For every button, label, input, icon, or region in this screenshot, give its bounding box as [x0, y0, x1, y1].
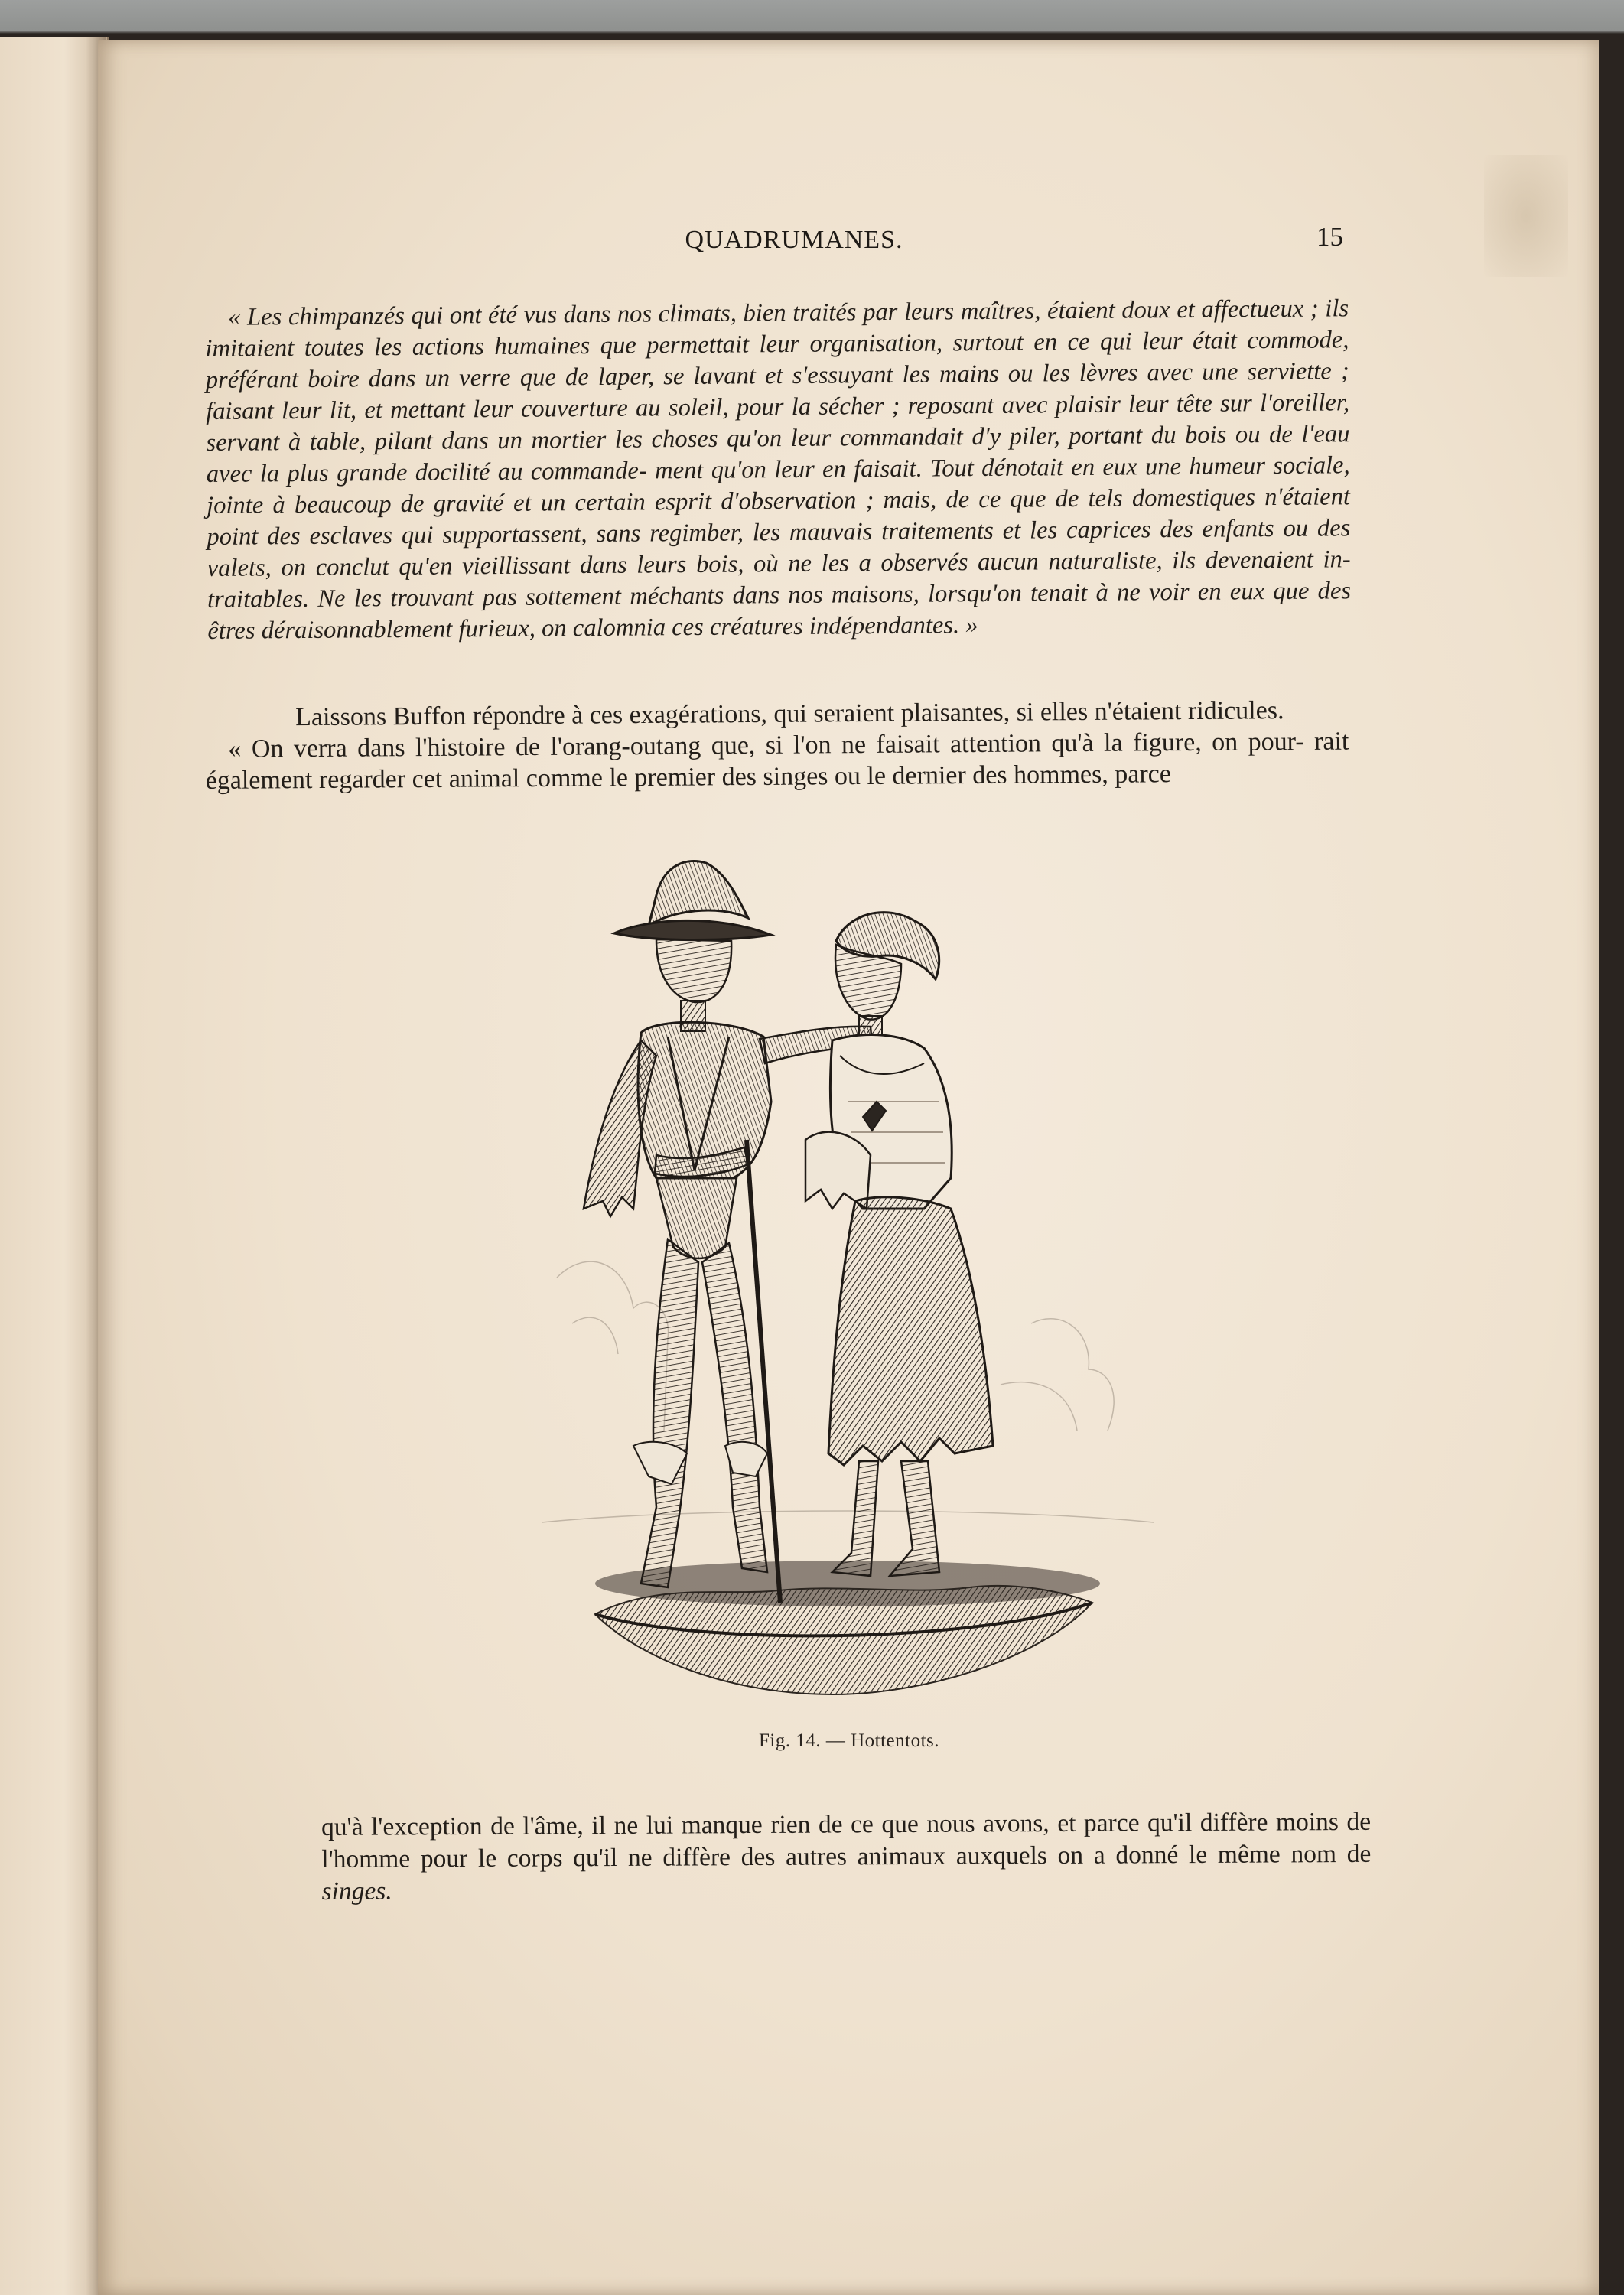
figure-caption: Fig. 14. — Hottentots.	[758, 1730, 939, 1751]
body-continuation: qu'à l'exception de l'âme, il ne lui manque rien de ce que nous avons, et parce qu'il diffère moins de l'homme pour le corps qu'il ne diffère des autres animaux auxquels on a donné le même nom de singes.	[321, 1807, 1372, 1906]
woman-figure	[805, 913, 993, 1576]
body-intro-line: Laissons Buffon répondre à ces exagérations, qui seraient plaisantes, si elles n'étaient ridicules.	[295, 696, 1284, 732]
quoted-passage	[205, 293, 1351, 647]
body-paragraph-1	[205, 695, 1349, 796]
body-quote-start: « On verra dans l'histoire de l'orang-outang que, si l'on ne faisait attention qu'à la figure, on pour- rait également regarder cet animal comme le premier des singes ou le dernier des hommes, parce	[205, 727, 1349, 795]
paper-stain	[1484, 155, 1568, 277]
body-paragraph-2	[321, 1806, 1372, 1908]
hottentots-engraving	[542, 849, 1154, 1714]
running-head: QUADRUMANES.	[685, 226, 903, 254]
man-figure	[584, 861, 872, 1603]
page-number: 15	[1316, 222, 1343, 252]
quote-line: « Les chimpanzés qui ont été vus dans nos climats, bien traités par leurs maîtres, étaient doux et affectueux ; ils imitaient toutes les actions humaines que permettait leur organisation, surtout en ce qui leur était commode, préférant boire dans un verre que de laper, se lavant et s'essuyant les mains ou les lèvres avec une serviette ; faisant leur lit, et mettant leur couverture au soleil, pour la sécher ; reposant avec plaisir leur tête sur l'oreiller, servant à table, pilant dans un mortier les choses qu'on leur commandait d'y piler, portant du bois ou de l'eau avec la plus grande docilité au commande- ment qu'on leur en faisait. Tout dénotait en eux une humeur sociale, jointe à beaucoup de gravité et un certain esprit d'observation ; mais, de ce que de tels domestiques n'étaient point des esclaves qui supportassent, sans regimber, les mauvais traitements et les caprices des enfants ou des valets, on conclut qu'en vieillissant dans leurs bois, où ne les a observés aucun naturaliste, ils devenaient in- traitables. Ne les trouvant pas sottement méchants dans nos maisons, lorsqu'on tenait à ne voir en eux que des êtres déraisonnablement furieux, on calomnia ces créatures indépendantes. »	[205, 295, 1352, 645]
left-page-edge	[0, 37, 109, 2295]
engraving-figure	[542, 849, 1154, 1714]
